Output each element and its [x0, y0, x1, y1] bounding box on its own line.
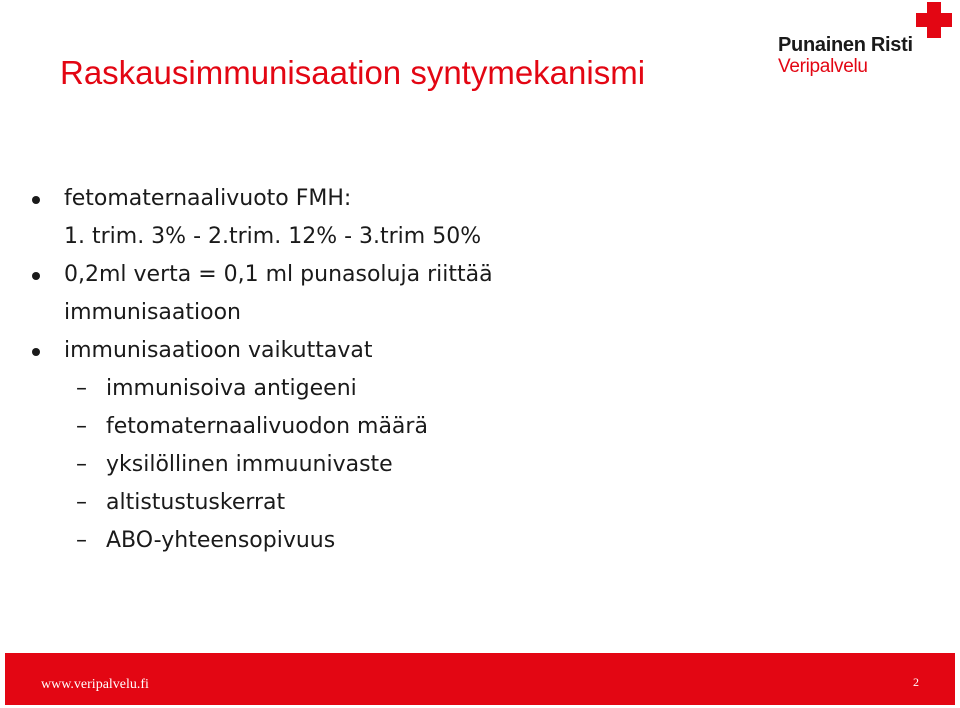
bullet-continuation	[30, 294, 930, 332]
sub-item-text: altistustuskerrat	[106, 490, 286, 515]
page-number: 2	[913, 675, 919, 689]
sub-item	[30, 484, 930, 522]
dash-marker: –	[76, 414, 87, 439]
sub-item	[30, 370, 930, 408]
sub-item-text: fetomaternaalivuodon määrä	[106, 414, 428, 439]
bullet-item	[30, 332, 930, 370]
bullet-text: 1. trim. 3% - 2.trim. 12% - 3.trim 50%	[64, 224, 482, 249]
slide-content	[30, 180, 930, 560]
bullet-text: immunisaatioon vaikuttavat	[64, 338, 373, 363]
bullet-dot-icon	[32, 196, 40, 204]
sub-item	[30, 446, 930, 484]
dash-marker: –	[76, 490, 87, 515]
logo-subtitle: Veripalvelu	[778, 56, 868, 77]
sub-item-text: immunisoiva antigeeni	[106, 376, 357, 401]
logo-name: Punainen Risti	[778, 34, 913, 56]
footer-url-link[interactable]: www.veripalvelu.fi	[41, 677, 149, 692]
red-cross-icon	[914, 0, 954, 40]
bullet-item	[30, 180, 930, 218]
footer-bar	[5, 653, 955, 705]
dash-marker: –	[76, 376, 87, 401]
sub-item-text: ABO-yhteensopivuus	[106, 528, 336, 553]
bullet-text: fetomaternaalivuoto FMH:	[64, 186, 352, 211]
sub-item-text: yksilöllinen immuunivaste	[106, 452, 393, 477]
sub-item	[30, 522, 930, 560]
bullet-dot-icon	[32, 348, 40, 356]
bullet-text: immunisaatioon	[64, 300, 241, 325]
bullet-continuation	[30, 218, 930, 256]
dash-marker: –	[76, 452, 87, 477]
bullet-text: 0,2ml verta = 0,1 ml punasoluja riittää	[64, 262, 493, 287]
bullet-item	[30, 256, 930, 294]
bullet-dot-icon	[32, 272, 40, 280]
dash-marker: –	[76, 528, 87, 553]
slide-title: Raskausimmunisaation syntymekanismi	[60, 54, 646, 91]
sub-item	[30, 408, 930, 446]
